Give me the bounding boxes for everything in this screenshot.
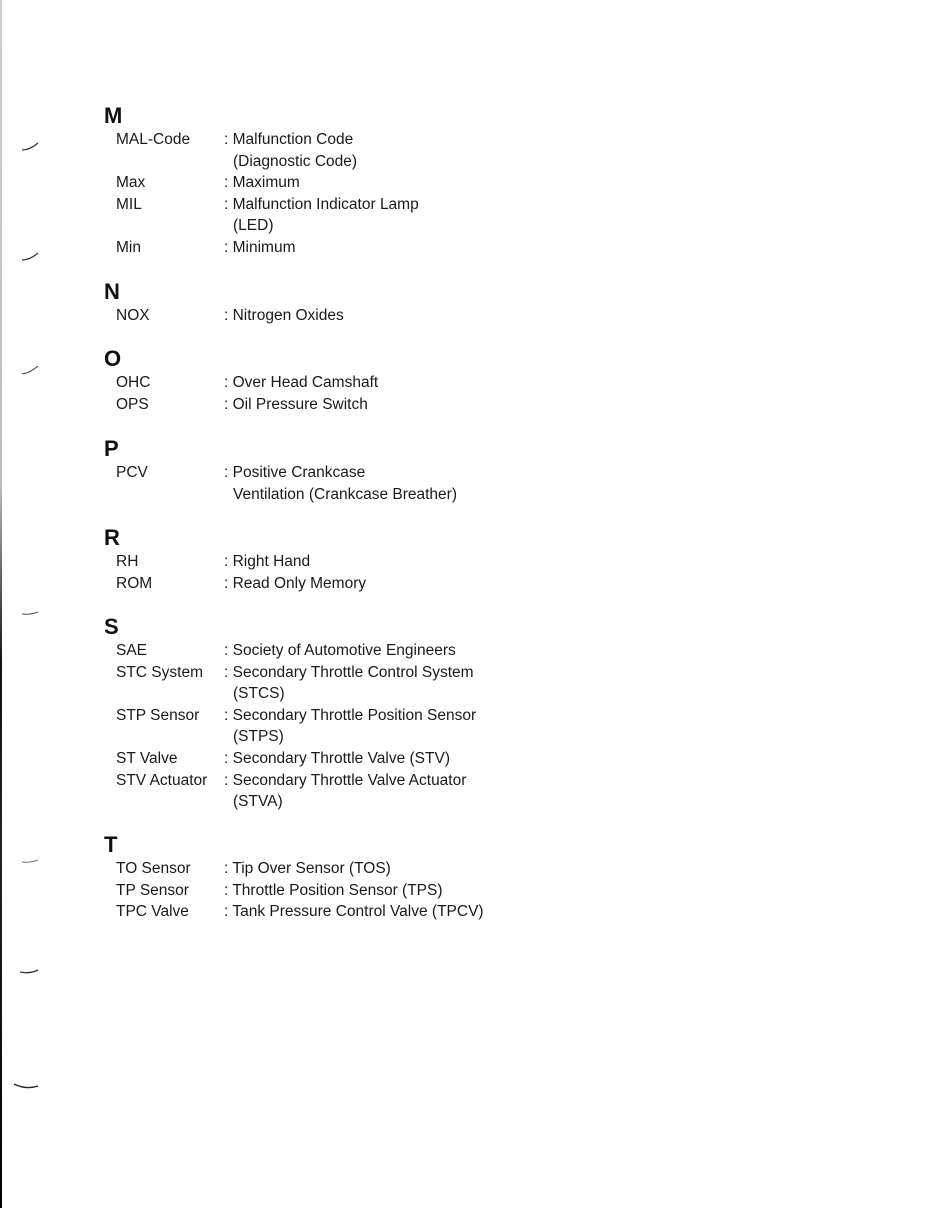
section-letter: N — [104, 279, 120, 304]
term: MIL — [116, 195, 142, 213]
section-o — [104, 348, 624, 415]
definition-line: : Right Hand — [224, 553, 311, 570]
definition-line: : Read Only Memory — [224, 574, 367, 592]
definition — [224, 880, 624, 902]
section-r — [104, 527, 624, 594]
definition-line: (LED) — [233, 217, 274, 235]
term: SAE — [116, 642, 148, 659]
definition — [224, 748, 624, 770]
definition — [224, 462, 624, 505]
section-s — [104, 616, 624, 813]
list-item — [104, 770, 624, 813]
definition — [224, 662, 624, 705]
definition-line: (Diagnostic Code) — [233, 152, 358, 170]
term: ST Valve — [116, 749, 178, 767]
list-item — [104, 194, 624, 237]
definition — [224, 705, 624, 748]
definition-line: (STVA) — [233, 793, 283, 811]
definition-line: (STPS) — [233, 728, 284, 746]
section-t — [104, 834, 624, 923]
definition — [224, 858, 624, 880]
definition-line: : Tip Over Sensor (TOS) — [224, 860, 391, 877]
term: TPC Valve — [116, 903, 189, 921]
definition-line: (STCS) — [233, 685, 285, 703]
list-item — [104, 551, 624, 573]
term: MAL-Code — [116, 131, 191, 148]
section-m — [104, 105, 624, 259]
definition — [224, 237, 624, 259]
term: PCV — [116, 464, 148, 481]
list-item — [104, 858, 624, 880]
term: STC System — [116, 663, 203, 681]
list-item — [104, 172, 624, 194]
list-item — [104, 372, 624, 394]
term: Min — [116, 238, 141, 256]
definition — [224, 394, 624, 416]
definition-line: : Secondary Throttle Control System — [224, 663, 474, 681]
list-item — [104, 237, 624, 259]
definition — [224, 640, 624, 662]
definition — [224, 194, 624, 237]
term: TP Sensor — [116, 881, 189, 899]
term: STV Actuator — [116, 771, 208, 789]
definition — [224, 305, 624, 327]
definition-line: : Secondary Throttle Valve Actuator — [224, 771, 467, 789]
term: Max — [116, 174, 146, 192]
term: OHC — [116, 374, 151, 391]
list-item — [104, 462, 624, 505]
list-item — [104, 748, 624, 770]
section-p — [104, 438, 624, 505]
term: NOX — [116, 307, 150, 324]
definition — [224, 129, 624, 172]
definition-line: : Positive Crankcase — [224, 464, 366, 481]
definition-line: : Malfunction Indicator Lamp — [224, 195, 419, 213]
term: STP Sensor — [116, 706, 200, 724]
definition-line: : Over Head Camshaft — [224, 374, 379, 391]
definition-line: : Secondary Throttle Position Sensor — [224, 706, 477, 724]
definition-line: : Malfunction Code — [224, 131, 354, 148]
term: RH — [116, 553, 139, 570]
section-letter: O — [104, 346, 122, 371]
term: OPS — [116, 395, 149, 413]
definition — [224, 172, 624, 194]
definition-line: : Maximum — [224, 174, 300, 192]
list-item — [104, 662, 624, 705]
list-item — [104, 394, 624, 416]
definition — [224, 770, 624, 813]
definition — [224, 901, 624, 923]
list-item — [104, 640, 624, 662]
list-item — [104, 573, 624, 595]
definition-line: : Secondary Throttle Valve (STV) — [224, 749, 450, 767]
definition — [224, 372, 624, 394]
list-item — [104, 305, 624, 327]
definition-line: : Throttle Position Sensor (TPS) — [224, 881, 443, 899]
term: ROM — [116, 574, 153, 592]
section-letter: S — [104, 614, 119, 639]
definition-line: : Nitrogen Oxides — [224, 307, 344, 324]
definition-line: : Society of Automotive Engineers — [224, 642, 456, 659]
definition-line: Ventilation (Crankcase Breather) — [233, 485, 458, 503]
definition — [224, 551, 624, 573]
list-item — [104, 129, 624, 172]
definition-line: : Oil Pressure Switch — [224, 395, 368, 413]
definition-line: : Tank Pressure Control Valve (TPCV) — [224, 903, 484, 921]
list-item — [104, 901, 624, 923]
section-letter: P — [104, 436, 119, 461]
list-item — [104, 880, 624, 902]
section-letter: M — [104, 103, 123, 128]
definition — [224, 573, 624, 595]
definition-line: : Minimum — [224, 238, 296, 256]
section-letter: R — [104, 525, 120, 550]
term: TO Sensor — [116, 860, 191, 877]
list-item — [104, 705, 624, 748]
section-n — [104, 281, 624, 327]
section-letter: T — [104, 832, 118, 857]
